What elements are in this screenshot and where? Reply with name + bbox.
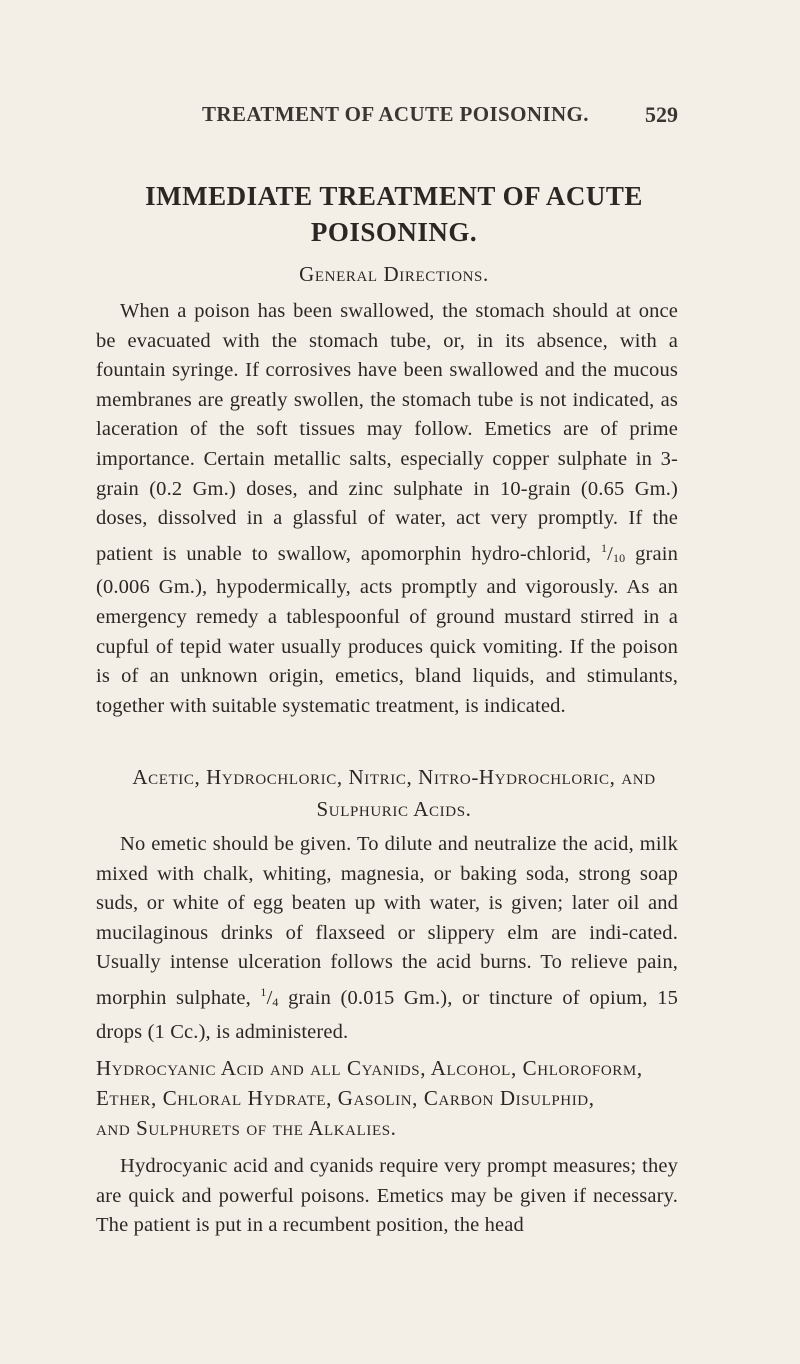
running-title: TREATMENT OF ACUTE POISONING. [202,102,589,126]
section-heading-cyanids-line-3: and Sulphurets of the Alkalies. [96,1116,397,1140]
section-heading-cyanids-line-1: Hydrocyanic Acid and all Cyanids, Alcohol, Chloroform, [96,1056,643,1080]
fraction-one-quarter: $^1/_4$ [260,984,279,1009]
paragraph-text-part-b: grain (0.015 Gm.), or tincture of opium, 15 drops (1 Cc.), is administered. [96,986,678,1043]
paragraph-text-part-a: No emetic should be given. To dilute and neutralize the acid, milk mixed with chalk, whiting, magnesia, or baking soda, strong soap suds, or white of egg beaten up with water, is given; later oil and mucilaginous drinks of flaxseed or slippery elm are indi-cated. Usually intense ulceration follows the acid burns. To relieve pain, morphin sulphate, [96,833,678,1009]
fraction-numerator: 1 [600,540,608,555]
section-heading-cyanids [96,1053,678,1143]
fraction-numerator: 1 [260,984,267,999]
fraction-denominator: 10 [613,550,626,565]
paragraph-cyanids [96,1152,678,1241]
page-number: 529 [645,102,678,127]
section-heading-cyanids-line-2: Ether, Chloral Hydrate, Gasolin, Carbon Disulphid, [96,1086,595,1110]
section-heading-general-directions: General Directions. [299,262,489,286]
paragraph-text-part-a: When a poison has been swallowed, the stomach should at once be evacuated with the stomach tube, or, in its absence, with a fountain syringe. If corrosives have been swallowed and the mucous membranes are greatly swollen, the stomach tube is not indicated, as laceration of the soft tissues may follow. Emetics are of prime importance. Certain metallic salts, especially copper sulphate in 3-grain (0.2 Gm.) doses, and zinc sulphate in 10-grain (0.65 Gm.) doses, dissolved in a glassful of water, act very promptly. If the patient is unable to swallow, apomorphin hydro-chlorid, [96,300,678,565]
chapter-title-line-1: IMMEDIATE TREATMENT OF ACUTE [145,181,643,211]
section-heading-acids-line-1: Acetic, Hydrochloric, Nitric, Nitro-Hydrochloric, and [132,765,656,789]
paragraph-text: Hydrocyanic acid and cyanids require very prompt measures; they are quick and powerful poisons. Emetics may be given if necessary. The patient is put in a recumbent position, the head [96,1155,678,1237]
chapter-title-line-2: POISONING. [310,217,478,247]
section-heading-acids-line-2: Sulphuric Acids. [316,797,472,821]
paragraph-acids [96,830,678,1047]
chapter-title [110,178,678,250]
paragraph-text-part-b: grain (0.006 Gm.), hypodermically, acts promptly and vigorously. As an emergency remedy a tablespoonful of ground mustard stirred in a cupful of tepid water usually produces quick vomiting. If the poison is of an unknown origin, emetics, bland liquids, and stimulants, together with suitable systematic treatment, is indicated. [96,542,678,717]
section-heading-acids [110,761,678,825]
running-head [110,102,678,132]
paragraph-general-directions [96,297,678,721]
paragraph-text [96,830,678,1047]
fraction-denominator: 4 [272,994,279,1009]
fraction-one-tenth: $^1/_{10}$ [600,540,626,565]
paragraph-text [96,297,678,721]
